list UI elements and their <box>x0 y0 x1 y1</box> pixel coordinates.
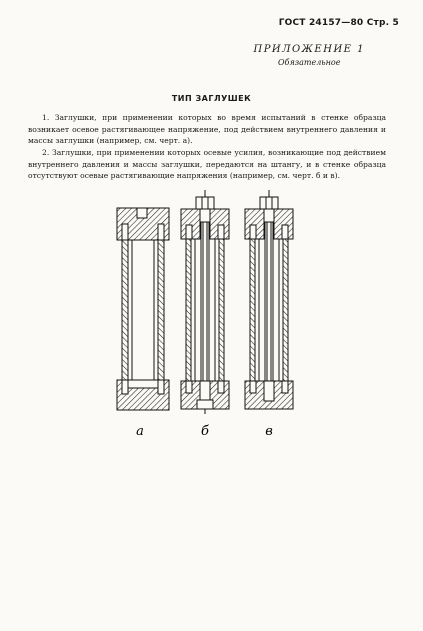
figure-label-b: б <box>201 424 209 439</box>
paragraph-2: 2. Заглушки, при применении которых осевые усилия, возникающие под действием внутреннего давления и массы заглушки, передаются на штангу, и в стенке образца отсутствуют осевые растягивающие напряжения (например, см. черт. б и в). <box>28 148 386 181</box>
drawing-c <box>245 190 293 409</box>
section-title: ТИП ЗАГЛУШЕК <box>171 94 252 103</box>
drawing-b <box>181 190 229 414</box>
figure-label-a: а <box>136 424 144 439</box>
paragraph-1: 1. Заглушки, при применении которых во время испытаний в стенке образца возникает осевое растягивающее напряжение, под действием внутреннего давления и массы заглушки (например, см. черт. а). <box>28 113 386 146</box>
drawing-a <box>117 208 169 410</box>
appendix-title: ПРИЛОЖЕНИЕ 1 <box>253 44 365 55</box>
page-header: ГОСТ 24157—80 Стр. 5 <box>278 18 399 28</box>
appendix-subtitle: Обязательное <box>278 58 341 67</box>
figure-label-c: в <box>265 424 273 439</box>
